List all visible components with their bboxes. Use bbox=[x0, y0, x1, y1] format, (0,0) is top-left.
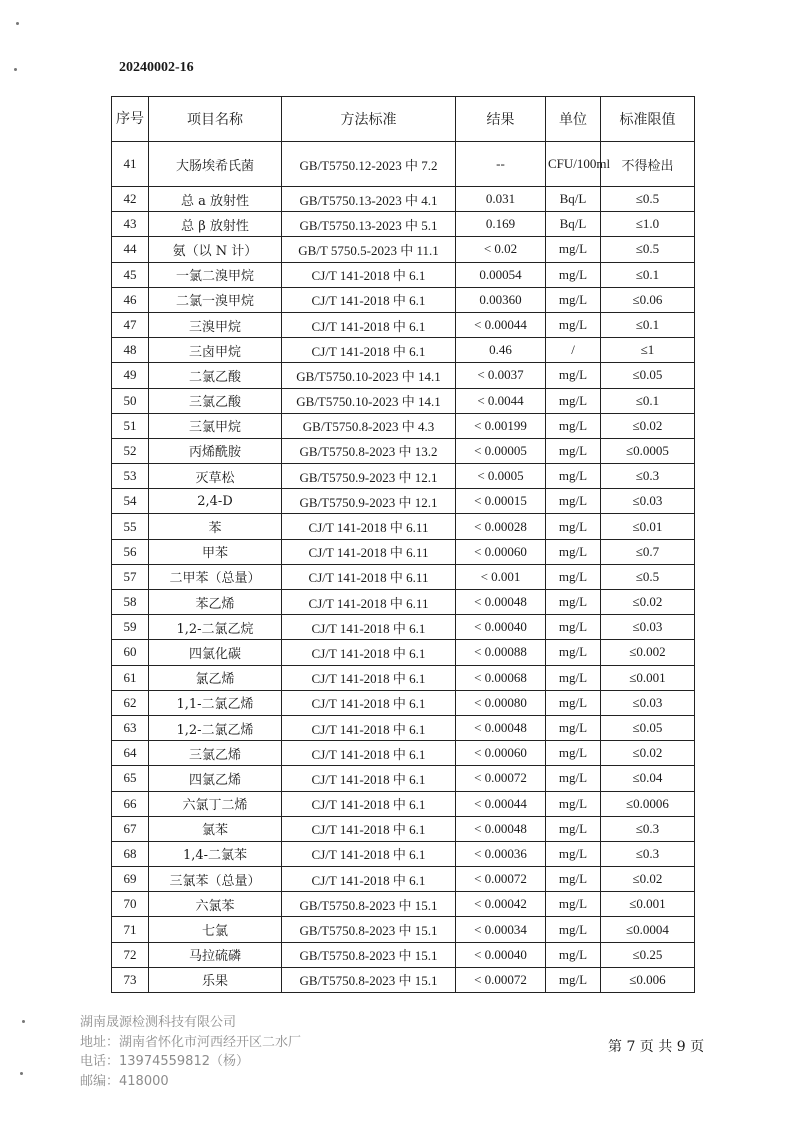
cell-unit: mg/L bbox=[546, 590, 601, 615]
cell-method: CJ/T 141-2018 中 6.1 bbox=[282, 741, 456, 766]
cell-no: 47 bbox=[112, 312, 149, 337]
cell-limit: ≤0.7 bbox=[601, 539, 695, 564]
cell-item: 三氯苯（总量） bbox=[149, 867, 282, 892]
cell-unit: mg/L bbox=[546, 312, 601, 337]
cell-unit: mg/L bbox=[546, 715, 601, 740]
footer-postcode: 邮编：418000 bbox=[80, 1073, 169, 1089]
cell-method: CJ/T 141-2018 中 6.1 bbox=[282, 262, 456, 287]
table-row bbox=[112, 867, 695, 892]
cell-limit: ≤0.0004 bbox=[601, 917, 695, 942]
cell-no: 61 bbox=[112, 665, 149, 690]
cell-item: 三氯乙烯 bbox=[149, 741, 282, 766]
cell-result: < 0.00072 bbox=[456, 766, 546, 791]
cell-item: 三溴甲烷 bbox=[149, 312, 282, 337]
table-row bbox=[112, 841, 695, 866]
cell-no: 50 bbox=[112, 388, 149, 413]
cell-no: 54 bbox=[112, 489, 149, 514]
cell-method: CJ/T 141-2018 中 6.11 bbox=[282, 564, 456, 589]
cell-method: GB/T5750.10-2023 中 14.1 bbox=[282, 388, 456, 413]
cell-item: 总 β 放射性 bbox=[149, 212, 282, 237]
cell-result: < 0.00036 bbox=[456, 841, 546, 866]
cell-item: 马拉硫磷 bbox=[149, 942, 282, 967]
cell-item: 苯乙烯 bbox=[149, 590, 282, 615]
table-row bbox=[112, 741, 695, 766]
cell-no: 64 bbox=[112, 741, 149, 766]
cell-unit: mg/L bbox=[546, 791, 601, 816]
table-row bbox=[112, 539, 695, 564]
cell-limit: ≤0.3 bbox=[601, 464, 695, 489]
cell-no: 58 bbox=[112, 590, 149, 615]
table-row bbox=[112, 338, 695, 363]
cell-limit: ≤1 bbox=[601, 338, 695, 363]
cell-no: 69 bbox=[112, 867, 149, 892]
scan-speck bbox=[20, 1072, 23, 1075]
cell-result: < 0.00048 bbox=[456, 715, 546, 740]
cell-unit: / bbox=[546, 338, 601, 363]
cell-item: 六氯苯 bbox=[149, 892, 282, 917]
cell-result: < 0.00072 bbox=[456, 967, 546, 992]
cell-result: < 0.0037 bbox=[456, 363, 546, 388]
cell-result: < 0.00088 bbox=[456, 640, 546, 665]
cell-result: -- bbox=[456, 142, 546, 187]
cell-limit: 不得检出 bbox=[601, 142, 695, 187]
cell-no: 52 bbox=[112, 438, 149, 463]
cell-item: 二氯一溴甲烷 bbox=[149, 287, 282, 312]
cell-limit: ≤0.001 bbox=[601, 665, 695, 690]
cell-method: CJ/T 141-2018 中 6.1 bbox=[282, 867, 456, 892]
cell-result: 0.00360 bbox=[456, 287, 546, 312]
cell-limit: ≤0.02 bbox=[601, 590, 695, 615]
cell-item: 三氯甲烷 bbox=[149, 413, 282, 438]
cell-unit: mg/L bbox=[546, 640, 601, 665]
report-number: 20240002-16 bbox=[119, 60, 194, 75]
cell-item: 乐果 bbox=[149, 967, 282, 992]
cell-method: CJ/T 141-2018 中 6.1 bbox=[282, 841, 456, 866]
cell-no: 73 bbox=[112, 967, 149, 992]
cell-limit: ≤1.0 bbox=[601, 212, 695, 237]
table-row bbox=[112, 514, 695, 539]
cell-result: < 0.00048 bbox=[456, 590, 546, 615]
cell-limit: ≤0.04 bbox=[601, 766, 695, 791]
cell-unit: mg/L bbox=[546, 489, 601, 514]
cell-result: < 0.02 bbox=[456, 237, 546, 262]
cell-unit: mg/L bbox=[546, 514, 601, 539]
cell-item: 甲苯 bbox=[149, 539, 282, 564]
cell-no: 42 bbox=[112, 187, 149, 212]
cell-item: 七氯 bbox=[149, 917, 282, 942]
cell-method: GB/T5750.12-2023 中 7.2 bbox=[282, 142, 456, 187]
table-row bbox=[112, 438, 695, 463]
table-row bbox=[112, 237, 695, 262]
cell-method: CJ/T 141-2018 中 6.11 bbox=[282, 539, 456, 564]
scan-speck bbox=[14, 68, 17, 71]
cell-no: 51 bbox=[112, 413, 149, 438]
cell-unit: mg/L bbox=[546, 413, 601, 438]
cell-result: < 0.00015 bbox=[456, 489, 546, 514]
table-row bbox=[112, 388, 695, 413]
cell-result: < 0.00068 bbox=[456, 665, 546, 690]
cell-method: GB/T5750.8-2023 中 15.1 bbox=[282, 917, 456, 942]
seal-stamp bbox=[739, 459, 802, 721]
header-method: 方法标准 bbox=[282, 97, 456, 142]
cell-unit: mg/L bbox=[546, 665, 601, 690]
table-row bbox=[112, 892, 695, 917]
cell-result: < 0.00060 bbox=[456, 741, 546, 766]
cell-item: 1,2-二氯乙烷 bbox=[149, 615, 282, 640]
cell-item: 1,4-二氯苯 bbox=[149, 841, 282, 866]
cell-limit: ≤0.3 bbox=[601, 841, 695, 866]
cell-limit: ≤0.1 bbox=[601, 262, 695, 287]
cell-item: 四氯乙烯 bbox=[149, 766, 282, 791]
cell-limit: ≤0.25 bbox=[601, 942, 695, 967]
cell-unit: mg/L bbox=[546, 816, 601, 841]
cell-method: GB/T 5750.5-2023 中 11.1 bbox=[282, 237, 456, 262]
cell-method: CJ/T 141-2018 中 6.1 bbox=[282, 715, 456, 740]
cell-no: 70 bbox=[112, 892, 149, 917]
table-row bbox=[112, 212, 695, 237]
cell-no: 57 bbox=[112, 564, 149, 589]
cell-result: < 0.00042 bbox=[456, 892, 546, 917]
cell-unit: mg/L bbox=[546, 942, 601, 967]
cell-unit: mg/L bbox=[546, 892, 601, 917]
cell-limit: ≤0.3 bbox=[601, 816, 695, 841]
cell-unit: mg/L bbox=[546, 690, 601, 715]
cell-limit: ≤0.002 bbox=[601, 640, 695, 665]
cell-method: CJ/T 141-2018 中 6.1 bbox=[282, 690, 456, 715]
table-row bbox=[112, 489, 695, 514]
cell-no: 66 bbox=[112, 791, 149, 816]
cell-no: 67 bbox=[112, 816, 149, 841]
table-row bbox=[112, 917, 695, 942]
cell-unit: CFU/100ml bbox=[546, 142, 601, 187]
cell-no: 59 bbox=[112, 615, 149, 640]
cell-result: 0.00054 bbox=[456, 262, 546, 287]
cell-item: 四氯化碳 bbox=[149, 640, 282, 665]
cell-no: 44 bbox=[112, 237, 149, 262]
cell-item: 1,1-二氯乙烯 bbox=[149, 690, 282, 715]
cell-method: CJ/T 141-2018 中 6.1 bbox=[282, 615, 456, 640]
cell-method: CJ/T 141-2018 中 6.1 bbox=[282, 312, 456, 337]
cell-result: 0.031 bbox=[456, 187, 546, 212]
cell-result: < 0.00080 bbox=[456, 690, 546, 715]
cell-result: < 0.00044 bbox=[456, 791, 546, 816]
cell-method: GB/T5750.8-2023 中 4.3 bbox=[282, 413, 456, 438]
cell-result: < 0.00048 bbox=[456, 816, 546, 841]
cell-method: GB/T5750.10-2023 中 14.1 bbox=[282, 363, 456, 388]
cell-unit: mg/L bbox=[546, 741, 601, 766]
cell-method: GB/T5750.8-2023 中 15.1 bbox=[282, 942, 456, 967]
cell-no: 60 bbox=[112, 640, 149, 665]
table-row bbox=[112, 816, 695, 841]
cell-method: GB/T5750.13-2023 中 5.1 bbox=[282, 212, 456, 237]
cell-item: 1,2-二氯乙烯 bbox=[149, 715, 282, 740]
cell-limit: ≤0.03 bbox=[601, 690, 695, 715]
table-row bbox=[112, 287, 695, 312]
cell-no: 46 bbox=[112, 287, 149, 312]
cell-result: < 0.00040 bbox=[456, 942, 546, 967]
cell-result: < 0.0005 bbox=[456, 464, 546, 489]
table-row bbox=[112, 187, 695, 212]
cell-no: 65 bbox=[112, 766, 149, 791]
cell-limit: ≤0.03 bbox=[601, 489, 695, 514]
cell-unit: mg/L bbox=[546, 539, 601, 564]
table-row bbox=[112, 791, 695, 816]
cell-limit: ≤0.02 bbox=[601, 413, 695, 438]
cell-item: 氯乙烯 bbox=[149, 665, 282, 690]
cell-limit: ≤0.06 bbox=[601, 287, 695, 312]
cell-result: 0.169 bbox=[456, 212, 546, 237]
cell-item: 二甲苯（总量） bbox=[149, 564, 282, 589]
cell-method: CJ/T 141-2018 中 6.1 bbox=[282, 766, 456, 791]
results-table bbox=[111, 96, 695, 993]
cell-item: 六氯丁二烯 bbox=[149, 791, 282, 816]
header-limit: 标准限值 bbox=[601, 97, 695, 142]
cell-limit: ≤0.02 bbox=[601, 867, 695, 892]
cell-method: CJ/T 141-2018 中 6.1 bbox=[282, 665, 456, 690]
cell-result: < 0.00199 bbox=[456, 413, 546, 438]
cell-result: < 0.00072 bbox=[456, 867, 546, 892]
cell-method: CJ/T 141-2018 中 6.11 bbox=[282, 590, 456, 615]
cell-item: 2,4-D bbox=[149, 489, 282, 514]
footer-address: 地址：湖南省怀化市河西经开区二水厂 bbox=[80, 1034, 302, 1050]
cell-result: < 0.001 bbox=[456, 564, 546, 589]
cell-limit: ≤0.01 bbox=[601, 514, 695, 539]
table-row bbox=[112, 142, 695, 187]
cell-unit: mg/L bbox=[546, 388, 601, 413]
cell-unit: mg/L bbox=[546, 615, 601, 640]
cell-limit: ≤0.05 bbox=[601, 363, 695, 388]
scan-speck bbox=[22, 1020, 25, 1023]
cell-method: GB/T5750.8-2023 中 13.2 bbox=[282, 438, 456, 463]
footer-company: 湖南晟源检测科技有限公司 bbox=[80, 1015, 237, 1030]
cell-limit: ≤0.5 bbox=[601, 187, 695, 212]
cell-unit: mg/L bbox=[546, 438, 601, 463]
table-row bbox=[112, 665, 695, 690]
cell-item: 氨（以 N 计） bbox=[149, 237, 282, 262]
cell-method: GB/T5750.8-2023 中 15.1 bbox=[282, 967, 456, 992]
table-row bbox=[112, 715, 695, 740]
cell-unit: mg/L bbox=[546, 564, 601, 589]
cell-unit: mg/L bbox=[546, 363, 601, 388]
cell-limit: ≤0.001 bbox=[601, 892, 695, 917]
cell-unit: mg/L bbox=[546, 867, 601, 892]
cell-unit: Bq/L bbox=[546, 212, 601, 237]
header-result: 结果 bbox=[456, 97, 546, 142]
cell-no: 45 bbox=[112, 262, 149, 287]
cell-unit: mg/L bbox=[546, 967, 601, 992]
cell-limit: ≤0.1 bbox=[601, 388, 695, 413]
cell-limit: ≤0.5 bbox=[601, 564, 695, 589]
cell-method: CJ/T 141-2018 中 6.11 bbox=[282, 514, 456, 539]
cell-unit: mg/L bbox=[546, 766, 601, 791]
page-number: 第 7 页 共 9 页 bbox=[608, 1039, 705, 1055]
cell-item: 苯 bbox=[149, 514, 282, 539]
cell-result: < 0.00044 bbox=[456, 312, 546, 337]
cell-no: 68 bbox=[112, 841, 149, 866]
cell-unit: mg/L bbox=[546, 287, 601, 312]
cell-no: 41 bbox=[112, 142, 149, 187]
cell-result: < 0.00040 bbox=[456, 615, 546, 640]
cell-method: CJ/T 141-2018 中 6.1 bbox=[282, 338, 456, 363]
cell-limit: ≤0.05 bbox=[601, 715, 695, 740]
table-row bbox=[112, 312, 695, 337]
cell-no: 55 bbox=[112, 514, 149, 539]
cell-unit: mg/L bbox=[546, 237, 601, 262]
cell-no: 53 bbox=[112, 464, 149, 489]
cell-item: 大肠埃希氏菌 bbox=[149, 142, 282, 187]
cell-item: 丙烯酰胺 bbox=[149, 438, 282, 463]
cell-unit: mg/L bbox=[546, 841, 601, 866]
table-row bbox=[112, 967, 695, 992]
table-row bbox=[112, 413, 695, 438]
cell-item: 三氯乙酸 bbox=[149, 388, 282, 413]
cell-result: < 0.00005 bbox=[456, 438, 546, 463]
cell-result: < 0.00060 bbox=[456, 539, 546, 564]
footer-phone: 电话：13974559812（杨） bbox=[80, 1054, 249, 1069]
scan-speck bbox=[16, 22, 19, 25]
cell-unit: mg/L bbox=[546, 917, 601, 942]
cell-item: 三卤甲烷 bbox=[149, 338, 282, 363]
header-seq: 序号 bbox=[112, 97, 149, 142]
cell-item: 总 a 放射性 bbox=[149, 187, 282, 212]
table-row bbox=[112, 942, 695, 967]
cell-method: CJ/T 141-2018 中 6.1 bbox=[282, 791, 456, 816]
cell-limit: ≤0.0005 bbox=[601, 438, 695, 463]
cell-no: 71 bbox=[112, 917, 149, 942]
cell-method: CJ/T 141-2018 中 6.1 bbox=[282, 816, 456, 841]
cell-result: < 0.00028 bbox=[456, 514, 546, 539]
header-unit: 单位 bbox=[546, 97, 601, 142]
table-row bbox=[112, 690, 695, 715]
cell-method: CJ/T 141-2018 中 6.1 bbox=[282, 640, 456, 665]
cell-unit: Bq/L bbox=[546, 187, 601, 212]
cell-result: < 0.00034 bbox=[456, 917, 546, 942]
cell-no: 43 bbox=[112, 212, 149, 237]
cell-no: 48 bbox=[112, 338, 149, 363]
header-item: 项目名称 bbox=[149, 97, 282, 142]
cell-unit: mg/L bbox=[546, 464, 601, 489]
table-row bbox=[112, 262, 695, 287]
table-header-row bbox=[112, 97, 695, 142]
table-row bbox=[112, 464, 695, 489]
cell-unit: mg/L bbox=[546, 262, 601, 287]
cell-method: CJ/T 141-2018 中 6.1 bbox=[282, 287, 456, 312]
table-row bbox=[112, 766, 695, 791]
cell-no: 56 bbox=[112, 539, 149, 564]
cell-no: 72 bbox=[112, 942, 149, 967]
cell-limit: ≤0.5 bbox=[601, 237, 695, 262]
cell-item: 氯苯 bbox=[149, 816, 282, 841]
table-row bbox=[112, 564, 695, 589]
cell-limit: ≤0.1 bbox=[601, 312, 695, 337]
cell-no: 63 bbox=[112, 715, 149, 740]
cell-method: GB/T5750.9-2023 中 12.1 bbox=[282, 464, 456, 489]
table-row bbox=[112, 363, 695, 388]
cell-method: GB/T5750.8-2023 中 15.1 bbox=[282, 892, 456, 917]
table-row bbox=[112, 615, 695, 640]
table-row bbox=[112, 590, 695, 615]
cell-result: 0.46 bbox=[456, 338, 546, 363]
cell-item: 灭草松 bbox=[149, 464, 282, 489]
cell-no: 62 bbox=[112, 690, 149, 715]
cell-limit: ≤0.02 bbox=[601, 741, 695, 766]
cell-limit: ≤0.0006 bbox=[601, 791, 695, 816]
cell-item: 二氯乙酸 bbox=[149, 363, 282, 388]
cell-result: < 0.0044 bbox=[456, 388, 546, 413]
cell-item: 一氯二溴甲烷 bbox=[149, 262, 282, 287]
cell-method: GB/T5750.9-2023 中 12.1 bbox=[282, 489, 456, 514]
table-body bbox=[112, 142, 695, 993]
cell-limit: ≤0.006 bbox=[601, 967, 695, 992]
cell-limit: ≤0.03 bbox=[601, 615, 695, 640]
footer-contact bbox=[80, 1013, 301, 1091]
cell-no: 49 bbox=[112, 363, 149, 388]
cell-method: GB/T5750.13-2023 中 4.1 bbox=[282, 187, 456, 212]
table-row bbox=[112, 640, 695, 665]
